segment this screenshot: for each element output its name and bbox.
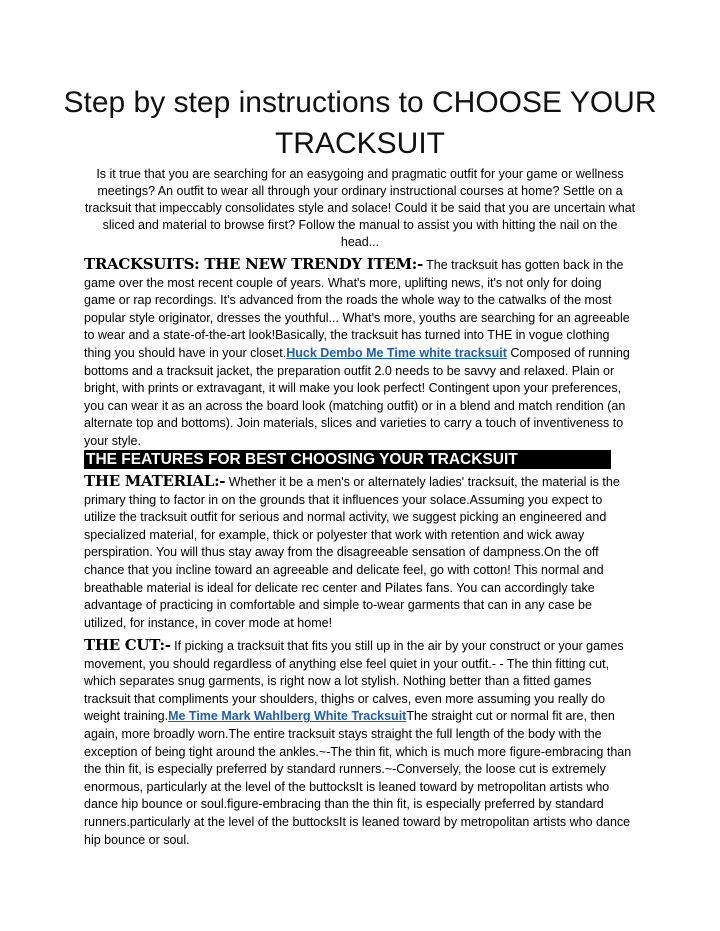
section-text: Composed of running bottoms and a tracksuit jacket, the preparation outfit 2.0 needs to be savvy and relaxed. Plain or bright, with prints or extravagant, it will make you look perfect! Contingent upon your preferences, you can wear it as an across the board look (matching outfit) or in a blend and match rendition (an alternate top and bottoms). Join materials, slices and varieties to carry a touch of inventiveness to your style.: [84, 345, 630, 448]
section-heading-tracksuits: TRACKSUITS: THE NEW TRENDY ITEM:-: [84, 255, 423, 273]
intro-paragraph: Is it true that you are searching for an easygoing and pragmatic outfit for your game or wellness meetings? An outfit to wear all through your ordinary instructional courses at home? Settle on a tracksuit that impeccably consolidates style and solace! Could it be said that you are uncertain what sliced and material to browse first? Follow the manual to assist you with hitting the nail on the head...: [84, 167, 636, 250]
section-text: If picking a tracksuit that fits you still up in the air by your construct or your games movement, you should regardless of anything else feel quiet in your outfit.- - The thin fitting cut, which separates snug garments, is right now a lot stylish. Nothing better than a fitted games tracksuit that compliments your shoulders, thighs or calves, even more assuming you really do weight training.: [84, 639, 624, 724]
huck-dembo-tracksuit-link[interactable]: Huck Dembo Me Time white tracksuit: [286, 345, 507, 360]
features-banner: THE FEATURES FOR BEST CHOOSING YOUR TRACKSUIT: [84, 450, 611, 469]
page-title: Step by step instructions to CHOOSE YOUR TRACKSUIT: [63, 86, 657, 160]
section-heading-cut: THE CUT:-: [84, 636, 171, 654]
mark-wahlberg-tracksuit-link[interactable]: Me Time Mark Wahlberg White Tracksuit: [168, 709, 407, 724]
section-tracksuits-trendy: [84, 256, 636, 451]
section-text: The straight cut or normal fit are, then again, more broadly worn.The entire tracksuit stays straight the full length of the body with the exception of being tight around the ankles.~-The thin fit, which is much more figure-embracing than the thin fit, is especially preferred by standard runners.~-Conversely, the loose cut is extremely enormous, particularly at the level of the buttocksIt is leaned toward by metropolitan artists who dance hip bounce or soul.figure-embracing than the thin fit, is especially preferred by standard runners.particularly at the level of the buttocksIt is leaned toward by metropolitan artists who dance hip bounce or soul.: [84, 709, 632, 847]
section-material: [84, 473, 636, 632]
section-text: The tracksuit has gotten back in the game over the most recent couple of years. What's more, uplifting news, it's not only for doing game or rap recordings. It's advanced from the roads the whole way to the catwalks of the most popular style originator, dresses the youthful... What's more, youths are searching for an agreeable to wear and a state-of-the-art look!Basically, the tracksuit has turned into THE in vogue clothing thing you should have in your closet.: [84, 258, 630, 360]
section-text: Whether it be a men's or alternately ladies' tracksuit, the material is the primary thing to factor in on the grounds that it influences your solace.Assuming you expect to utilize the tracksuit outfit for serious and normal activity, we suggest picking an engineered and specialized material, for example, thick or polyester that work with retention and wick away perspiration. You will thus stay away from the disagreeable sensation of dampness.On the off chance that you incline toward an agreeable and delicate feel, go with cotton! This normal and breathable material is ideal for delicate rec center and Pilates fans. You can accordingly take advantage of practicing in comfortable and simple to-wear garments that can in any case be utilized, for instance, in cover mode at home!: [84, 475, 620, 630]
section-cut: [84, 637, 636, 849]
section-heading-material: THE MATERIAL:-: [84, 472, 226, 490]
